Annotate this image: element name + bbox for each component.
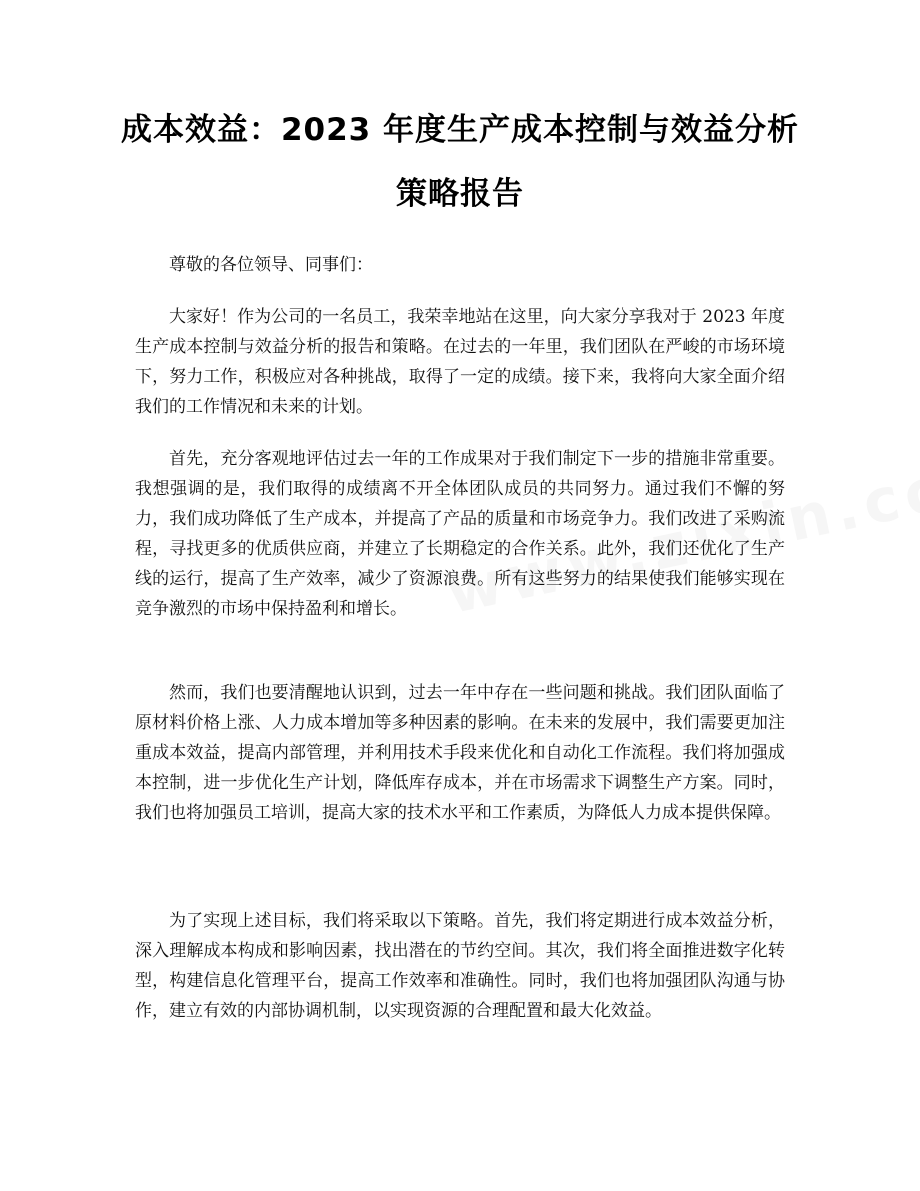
salutation-paragraph: 尊敬的各位领导、同事们：: [169, 255, 373, 275]
achievements-paragraph: 首先，充分客观地评估过去一年的工作成果对于我们制定下一步的措施非常重要。我想强调的是，我们取得的成绩离不开全体团队成员的共同努力。通过我们不懈的努力，我们成功降低了生产成本，并提高了产品的质量和市场竞争力。我们改进了采购流程，寻找更多的优质供应商，并建立了长期稳定的合作关系。此外，我们还优化了生产线的运行，提高了生产效率，减少了资源浪费。所有这些努力的结果使我们能够实现在竞争激烈的市场中保持盈利和增长。: [135, 449, 785, 619]
document-title: 成本效益：2023 年度生产成本控制与效益分析策略报告: [120, 112, 800, 212]
strategy-paragraph: 为了实现上述目标，我们将采取以下策略。首先，我们将定期进行成本效益分析，深入理解成本构成和影响因素，找出潜在的节约空间。其次，我们将全面推进数字化转型，构建信息化管理平台，提高工作效率和准确性。同时，我们也将加强团队沟通与协作，建立有效的内部协调机制，以实现资源的合理配置和最大化效益。: [135, 911, 785, 1021]
intro-paragraph: 大家好！作为公司的一名员工，我荣幸地站在这里，向大家分享我对于 2023 年度生产成本控制与效益分析的报告和策略。在过去的一年里，我们团队在严峻的市场环境下，努力工作，积极应对各种挑战，取得了一定的成绩。接下来，我将向大家全面介绍我们的工作情况和未来的计划。: [135, 307, 785, 417]
challenges-paragraph: 然而，我们也要清醒地认识到，过去一年中存在一些问题和挑战。我们团队面临了原材料价格上涨、人力成本增加等多种因素的影响。在未来的发展中，我们需要更加注重成本效益，提高内部管理，并利用技术手段来优化和自动化工作流程。我们将加强成本控制，进一步优化生产计划，降低库存成本，并在市场需求下调整生产方案。同时，我们也将加强员工培训，提高大家的技术水平和工作素质，为降低人力成本提供保障。: [135, 683, 785, 823]
